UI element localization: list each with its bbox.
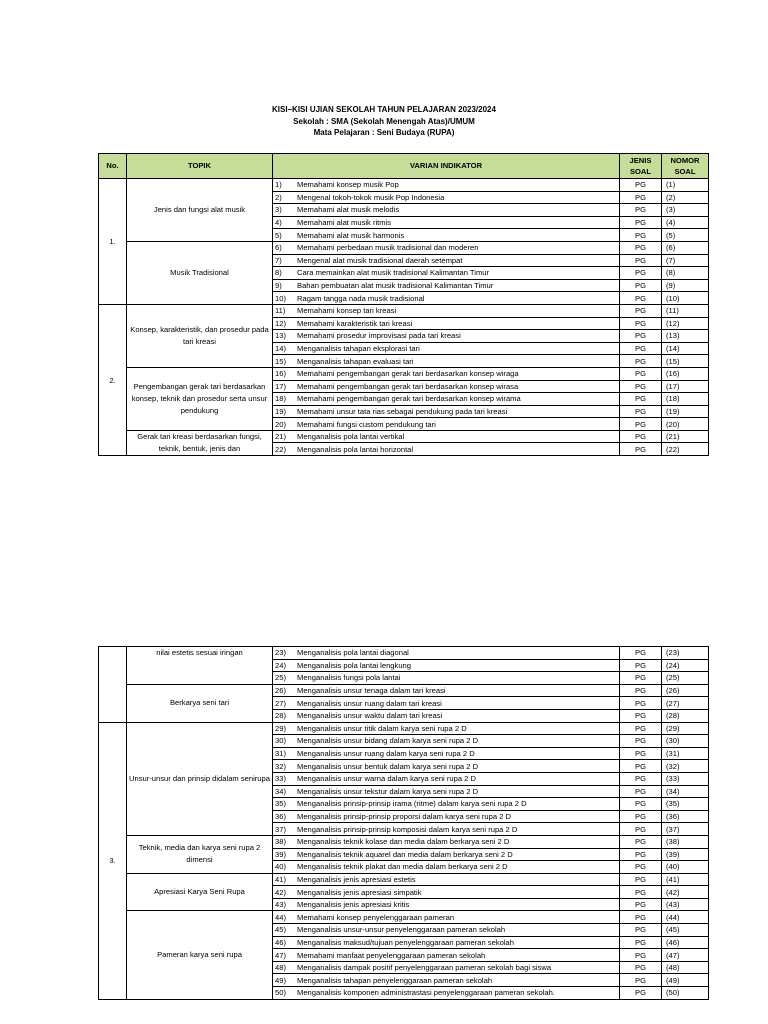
- indicator-number: 8): [275, 268, 282, 278]
- indicator-number: 50): [275, 988, 286, 998]
- indicator-text: Menganalisis unsur-unsur penyelenggaraan pameran sekolah: [297, 925, 506, 935]
- indicator-text: Memahami prosedur improvisasi pada tari kreasi: [297, 331, 461, 341]
- jenis-soal-cell: PG: [620, 659, 662, 672]
- indicator-text: Menganalisis komponen administrastasi penyelenggaraan pameran sekolah.: [297, 988, 555, 998]
- indicator-cell: [273, 735, 620, 748]
- indicator-cell: [273, 785, 620, 798]
- indicator-number: 24): [275, 660, 286, 670]
- jenis-soal-cell: PG: [620, 873, 662, 886]
- nomor-soal-cell: (23): [662, 647, 709, 660]
- indicator-cell: [273, 722, 620, 735]
- indicator-cell: [273, 848, 620, 861]
- indicator-cell: [273, 405, 620, 418]
- jenis-soal-cell: PG: [620, 254, 662, 267]
- indicator-cell: [273, 886, 620, 899]
- indicator-number: 44): [275, 912, 286, 922]
- indicator-text: Menganalisis tahapan evaluasi tari: [297, 356, 414, 366]
- jenis-soal-cell: PG: [620, 367, 662, 380]
- header-topik: TOPIK: [127, 154, 273, 179]
- jenis-soal-cell: PG: [620, 405, 662, 418]
- indicator-text: Memahami alat musik ritmis: [297, 218, 392, 228]
- indicator-text: Menganalisis jenis apresiasi estetis: [297, 874, 416, 884]
- indicator-number: 11): [275, 306, 286, 316]
- indicator-text: Menganalisis jenis apresiasi kritis: [297, 900, 410, 910]
- indicator-cell: [273, 279, 620, 292]
- indicator-number: 38): [275, 837, 286, 847]
- indicator-cell: [273, 330, 620, 343]
- indicator-text: Menganalisis unsur titik dalam karya seni rupa 2 D: [297, 723, 467, 733]
- indicator-number: 45): [275, 925, 286, 935]
- indicator-number: 4): [275, 218, 282, 228]
- nomor-soal-cell: (17): [662, 380, 709, 393]
- nomor-soal-cell: (28): [662, 709, 709, 722]
- indicator-cell: [273, 204, 620, 217]
- indicator-number: 14): [275, 344, 286, 354]
- table-row: [99, 179, 709, 192]
- nomor-soal-cell: (36): [662, 810, 709, 823]
- indicator-text: Memahami konsep penyelenggaraan pameran: [297, 912, 455, 922]
- indicator-text: Ragam tangga nada musik tradisional: [297, 293, 425, 303]
- jenis-soal-cell: PG: [620, 179, 662, 192]
- jenis-soal-cell: PG: [620, 961, 662, 974]
- header-nomor: NOMOR SOAL: [662, 154, 709, 179]
- indicator-cell: [273, 216, 620, 229]
- jenis-soal-cell: PG: [620, 279, 662, 292]
- indicator-cell: [273, 418, 620, 431]
- jenis-soal-cell: PG: [620, 304, 662, 317]
- indicator-cell: [273, 355, 620, 368]
- jenis-soal-cell: PG: [620, 684, 662, 697]
- table-row: [99, 647, 709, 660]
- indicator-cell: [273, 987, 620, 1000]
- jenis-soal-cell: PG: [620, 317, 662, 330]
- table-row: [99, 722, 709, 735]
- indicator-number: 34): [275, 786, 286, 796]
- indicator-number: 20): [275, 419, 286, 429]
- jenis-soal-cell: PG: [620, 292, 662, 305]
- table-row: [99, 367, 709, 380]
- nomor-soal-cell: (29): [662, 722, 709, 735]
- jenis-soal-cell: PG: [620, 647, 662, 660]
- indicator-text: Menganalisis prinsip-prinsip komposisi dalam karya seni rupa 2 D: [297, 824, 518, 834]
- nomor-soal-cell: (38): [662, 835, 709, 848]
- jenis-soal-cell: PG: [620, 267, 662, 280]
- nomor-soal-cell: (20): [662, 418, 709, 431]
- indicator-number: 26): [275, 686, 286, 696]
- jenis-soal-cell: PG: [620, 823, 662, 836]
- indicator-number: 39): [275, 849, 286, 859]
- jenis-soal-cell: PG: [620, 835, 662, 848]
- indicator-text: Menganalisis prinsip-prinsip proporsi dalam karya seni rupa 2 D: [297, 812, 511, 822]
- indicator-number: 27): [275, 698, 286, 708]
- jenis-soal-cell: PG: [620, 380, 662, 393]
- jenis-soal-cell: PG: [620, 886, 662, 899]
- table-row: [99, 684, 709, 697]
- indicator-number: 41): [275, 874, 286, 884]
- topic-cell: Pameran karya seni rupa: [127, 911, 273, 999]
- nomor-soal-cell: (18): [662, 393, 709, 406]
- jenis-soal-cell: PG: [620, 760, 662, 773]
- jenis-soal-cell: PG: [620, 672, 662, 685]
- jenis-soal-cell: PG: [620, 229, 662, 242]
- jenis-soal-cell: PG: [620, 810, 662, 823]
- nomor-soal-cell: (40): [662, 861, 709, 874]
- indicator-text: Memahami karakteristik tari kreasi: [297, 318, 413, 328]
- indicator-cell: [273, 772, 620, 785]
- indicator-number: 30): [275, 736, 286, 746]
- jenis-soal-cell: PG: [620, 216, 662, 229]
- indicator-text: Menganalisis dampak positif penyelenggaraan pameran sekolah bagi siswa: [297, 963, 552, 973]
- indicator-cell: [273, 647, 620, 660]
- jenis-soal-cell: PG: [620, 861, 662, 874]
- indicator-text: Menganalisis unsur tenaga dalam tari kreasi: [297, 686, 446, 696]
- indicator-text: Cara memainkan alat musik tradisional Kalimantan Timur: [297, 268, 490, 278]
- nomor-soal-cell: (24): [662, 659, 709, 672]
- indicator-number: 15): [275, 356, 286, 366]
- indicator-text: Memahami fungsi custom pendukung tari: [297, 419, 436, 429]
- indicator-cell: [273, 949, 620, 962]
- jenis-soal-cell: PG: [620, 204, 662, 217]
- indicator-number: 21): [275, 432, 286, 442]
- indicator-text: Menganalisis teknik aquarel dan media dalam berkarya seni 2 D: [297, 849, 513, 859]
- indicator-text: Menganalisis maksud/tujuan penyelenggaraan pameran sekolah: [297, 937, 514, 947]
- indicator-text: Menganalisis unsur ruang dalam tari kreasi: [297, 698, 442, 708]
- indicator-text: Memahami manfaat penyelenggaraan pameran sekolah: [297, 950, 486, 960]
- jenis-soal-cell: PG: [620, 393, 662, 406]
- nomor-soal-cell: (32): [662, 760, 709, 773]
- indicator-text: Memahami konsep musik Pop: [297, 180, 399, 190]
- indicator-text: Menganalisis unsur bidang dalam karya seni rupa 2 D: [297, 736, 479, 746]
- nomor-soal-cell: (8): [662, 267, 709, 280]
- indicator-number: 25): [275, 673, 286, 683]
- nomor-soal-cell: (39): [662, 848, 709, 861]
- kisi-kisi-table-page-2: [98, 646, 709, 1000]
- indicator-number: 48): [275, 963, 286, 973]
- topic-cell: Jenis dan fungsi alat musik: [127, 179, 273, 242]
- indicator-text: Menganalisis unsur tekstur dalam karya seni rupa 2 D: [297, 786, 479, 796]
- indicator-number: 33): [275, 774, 286, 784]
- indicator-cell: [273, 747, 620, 760]
- jenis-soal-cell: PG: [620, 772, 662, 785]
- indicator-text: Menganalisis pola lantai diagonal: [297, 648, 409, 658]
- nomor-soal-cell: (21): [662, 430, 709, 443]
- jenis-soal-cell: PG: [620, 911, 662, 924]
- doc-subject: Mata Pelajaran : Seni Budaya (RUPA): [313, 128, 455, 137]
- indicator-number: 49): [275, 975, 286, 985]
- table-row: [99, 911, 709, 924]
- doc-title: KISI–KISI UJIAN SEKOLAH TAHUN PELAJARAN 2023/2024: [272, 105, 496, 114]
- jenis-soal-cell: PG: [620, 709, 662, 722]
- indicator-text: Menganalisis jenis apresiasi simpatik: [297, 887, 422, 897]
- indicator-cell: [273, 672, 620, 685]
- indicator-number: 3): [275, 205, 282, 215]
- indicator-text: Menganalisis unsur warna dalam karya seni rupa 2 D: [297, 774, 476, 784]
- indicator-number: 40): [275, 862, 286, 872]
- indicator-number: 13): [275, 331, 286, 341]
- indicator-cell: [273, 393, 620, 406]
- indicator-number: 12): [275, 318, 286, 328]
- nomor-soal-cell: (34): [662, 785, 709, 798]
- jenis-soal-cell: PG: [620, 924, 662, 937]
- row-number-cell: [99, 647, 127, 723]
- indicator-number: 19): [275, 406, 286, 416]
- indicator-number: 43): [275, 900, 286, 910]
- nomor-soal-cell: (45): [662, 924, 709, 937]
- jenis-soal-cell: PG: [620, 785, 662, 798]
- indicator-number: 18): [275, 394, 286, 404]
- nomor-soal-cell: (35): [662, 798, 709, 811]
- topic-cell: Konsep, karakteristik, dan prosedur pada tari kreasi: [127, 304, 273, 367]
- indicator-text: Mengenal tokoh-tokok musik Pop Indonesia: [297, 192, 445, 202]
- indicator-text: Menganalisis unsur bentuk dalam karya seni rupa 2 D: [297, 761, 479, 771]
- indicator-number: 5): [275, 230, 282, 240]
- jenis-soal-cell: PG: [620, 936, 662, 949]
- nomor-soal-cell: (3): [662, 204, 709, 217]
- jenis-soal-cell: PG: [620, 330, 662, 343]
- nomor-soal-cell: (22): [662, 443, 709, 456]
- nomor-soal-cell: (19): [662, 405, 709, 418]
- nomor-soal-cell: (2): [662, 191, 709, 204]
- nomor-soal-cell: (25): [662, 672, 709, 685]
- indicator-number: 2): [275, 192, 282, 202]
- table-row: [99, 430, 709, 443]
- nomor-soal-cell: (4): [662, 216, 709, 229]
- nomor-soal-cell: (10): [662, 292, 709, 305]
- indicator-cell: [273, 254, 620, 267]
- indicator-cell: [273, 443, 620, 456]
- nomor-soal-cell: (7): [662, 254, 709, 267]
- indicator-cell: [273, 304, 620, 317]
- indicator-cell: [273, 317, 620, 330]
- jenis-soal-cell: PG: [620, 430, 662, 443]
- jenis-soal-cell: PG: [620, 443, 662, 456]
- nomor-soal-cell: (33): [662, 772, 709, 785]
- jenis-soal-cell: PG: [620, 735, 662, 748]
- nomor-soal-cell: (12): [662, 317, 709, 330]
- jenis-soal-cell: PG: [620, 798, 662, 811]
- topic-cell: Unsur-unsur dan prinsip didalam senirupa: [127, 722, 273, 835]
- indicator-cell: [273, 267, 620, 280]
- indicator-text: Menganalisis prinsip-prinsip irama (ritme) dalam karya seni rupa 2 D: [297, 799, 527, 809]
- row-number-cell: 1.: [99, 179, 127, 305]
- indicator-cell: [273, 292, 620, 305]
- indicator-cell: [273, 924, 620, 937]
- indicator-cell: [273, 798, 620, 811]
- indicator-cell: [273, 961, 620, 974]
- indicator-text: Menganalisis unsur ruang dalam karya seni rupa 2 D: [297, 749, 475, 759]
- indicator-text: Menganalisis unsur waktu dalam tari kreasi: [297, 711, 443, 721]
- table-row: [99, 241, 709, 254]
- document-header: [0, 104, 768, 139]
- nomor-soal-cell: (44): [662, 911, 709, 924]
- indicator-text: Memahami perbedaan musik tradisional dan moderen: [297, 243, 479, 253]
- indicator-text: Memahami pengembangan gerak tari berdasarkan konsep wiraga: [297, 369, 519, 379]
- indicator-text: Mengenal alat musik tradisional daerah setempat: [297, 255, 463, 265]
- indicator-number: 35): [275, 799, 286, 809]
- row-number-cell: 3.: [99, 722, 127, 999]
- nomor-soal-cell: (43): [662, 898, 709, 911]
- indicator-cell: [273, 861, 620, 874]
- table-row: [99, 873, 709, 886]
- header-no: No.: [99, 154, 127, 179]
- indicator-cell: [273, 936, 620, 949]
- jenis-soal-cell: PG: [620, 987, 662, 1000]
- indicator-cell: [273, 191, 620, 204]
- topic-cell: Musik Tradisional: [127, 241, 273, 304]
- indicator-cell: [273, 823, 620, 836]
- jenis-soal-cell: PG: [620, 949, 662, 962]
- indicator-number: 42): [275, 887, 286, 897]
- indicator-text: Bahan pembuatan alat musik tradisional Kalimantan Timur: [297, 281, 494, 291]
- topic-cell: nilai estetis sesuai iringan: [127, 647, 273, 685]
- indicator-text: Menganalisis pola lantai vertikal: [297, 432, 405, 442]
- jenis-soal-cell: PG: [620, 747, 662, 760]
- indicator-number: 10): [275, 293, 286, 303]
- indicator-cell: [273, 697, 620, 710]
- indicator-cell: [273, 367, 620, 380]
- indicator-number: 36): [275, 812, 286, 822]
- indicator-text: Memahami pengembangan gerak tari berdasarkan konsep wirama: [297, 394, 521, 404]
- indicator-cell: [273, 974, 620, 987]
- doc-school: Sekolah : SMA (Sekolah Menengah Atas)/UMUM: [293, 116, 475, 126]
- indicator-cell: [273, 684, 620, 697]
- nomor-soal-cell: (27): [662, 697, 709, 710]
- nomor-soal-cell: (26): [662, 684, 709, 697]
- indicator-text: Menganalisis pola lantai lengkung: [297, 660, 411, 670]
- indicator-cell: [273, 835, 620, 848]
- indicator-cell: [273, 380, 620, 393]
- nomor-soal-cell: (16): [662, 367, 709, 380]
- nomor-soal-cell: (9): [662, 279, 709, 292]
- jenis-soal-cell: PG: [620, 418, 662, 431]
- nomor-soal-cell: (1): [662, 179, 709, 192]
- indicator-number: 28): [275, 711, 286, 721]
- indicator-cell: [273, 810, 620, 823]
- table-row: [99, 835, 709, 848]
- nomor-soal-cell: (6): [662, 241, 709, 254]
- nomor-soal-cell: (42): [662, 886, 709, 899]
- indicator-cell: [273, 241, 620, 254]
- indicator-number: 6): [275, 243, 282, 253]
- jenis-soal-cell: PG: [620, 191, 662, 204]
- jenis-soal-cell: PG: [620, 342, 662, 355]
- indicator-number: 29): [275, 723, 286, 733]
- indicator-number: 1): [275, 180, 282, 190]
- jenis-soal-cell: PG: [620, 848, 662, 861]
- indicator-number: 32): [275, 761, 286, 771]
- nomor-soal-cell: (5): [662, 229, 709, 242]
- nomor-soal-cell: (47): [662, 949, 709, 962]
- indicator-text: Menganalisis pola lantai horizontal: [297, 444, 414, 454]
- indicator-cell: [273, 898, 620, 911]
- indicator-number: 31): [275, 749, 286, 759]
- indicator-number: 23): [275, 648, 286, 658]
- indicator-cell: [273, 873, 620, 886]
- nomor-soal-cell: (14): [662, 342, 709, 355]
- nomor-soal-cell: (37): [662, 823, 709, 836]
- nomor-soal-cell: (31): [662, 747, 709, 760]
- indicator-text: Memahami unsur tata rias sebagai pendukung pada tari kreasi: [297, 406, 508, 416]
- kisi-kisi-table-page-1: [98, 153, 709, 456]
- indicator-text: Memahami pengembangan gerak tari berdasarkan konsep wirasa: [297, 381, 519, 391]
- indicator-text: Menganalisis fungsi pola lantai: [297, 673, 401, 683]
- header-jenis: JENIS SOAL: [620, 154, 662, 179]
- nomor-soal-cell: (13): [662, 330, 709, 343]
- nomor-soal-cell: (30): [662, 735, 709, 748]
- indicator-cell: [273, 342, 620, 355]
- jenis-soal-cell: PG: [620, 241, 662, 254]
- indicator-cell: [273, 709, 620, 722]
- indicator-text: Menganalisis teknik kolase dan media dalam berkarya seni 2 D: [297, 837, 510, 847]
- indicator-text: Menganalisis tahapan penyelenggaraan pameran sekolah: [297, 975, 493, 985]
- jenis-soal-cell: PG: [620, 898, 662, 911]
- indicator-number: 37): [275, 824, 286, 834]
- jenis-soal-cell: PG: [620, 974, 662, 987]
- indicator-cell: [273, 911, 620, 924]
- nomor-soal-cell: (15): [662, 355, 709, 368]
- indicator-number: 9): [275, 281, 282, 291]
- header-varian: VARIAN INDIKATOR: [273, 154, 620, 179]
- indicator-text: Menganalisis tahapan eksplorasi tari: [297, 344, 420, 354]
- row-number-cell: 2.: [99, 304, 127, 455]
- indicator-number: 46): [275, 937, 286, 947]
- indicator-number: 17): [275, 381, 286, 391]
- nomor-soal-cell: (48): [662, 961, 709, 974]
- jenis-soal-cell: PG: [620, 722, 662, 735]
- indicator-cell: [273, 430, 620, 443]
- indicator-text: Memahami alat musik melodis: [297, 205, 400, 215]
- indicator-number: 47): [275, 950, 286, 960]
- indicator-text: Memahami konsep tari kreasi: [297, 306, 397, 316]
- indicator-number: 22): [275, 444, 286, 454]
- nomor-soal-cell: (11): [662, 304, 709, 317]
- topic-cell: Apresiasi Karya Seni Rupa: [127, 873, 273, 911]
- indicator-number: 7): [275, 255, 282, 265]
- topic-cell: Pengembangan gerak tari berdasarkan konsep, teknik dan prosedur serta unsur pendukung: [127, 367, 273, 430]
- indicator-cell: [273, 229, 620, 242]
- indicator-cell: [273, 760, 620, 773]
- table-row: [99, 304, 709, 317]
- jenis-soal-cell: PG: [620, 697, 662, 710]
- jenis-soal-cell: PG: [620, 355, 662, 368]
- topic-cell: Gerak tari kreasi berdasarkan fungsi, teknik, bentuk, jenis dan: [127, 430, 273, 455]
- indicator-text: Memahami alat musik harmonis: [297, 230, 405, 240]
- nomor-soal-cell: (50): [662, 987, 709, 1000]
- indicator-cell: [273, 659, 620, 672]
- indicator-text: Menganalisis teknik plakat dan media dalam berkarya seni 2 D: [297, 862, 508, 872]
- topic-cell: Teknik, media dan karya seni rupa 2 dimensi: [127, 835, 273, 873]
- indicator-number: 16): [275, 369, 286, 379]
- nomor-soal-cell: (46): [662, 936, 709, 949]
- nomor-soal-cell: (49): [662, 974, 709, 987]
- topic-cell: Berkarya seni tari: [127, 684, 273, 722]
- indicator-cell: [273, 179, 620, 192]
- nomor-soal-cell: (41): [662, 873, 709, 886]
